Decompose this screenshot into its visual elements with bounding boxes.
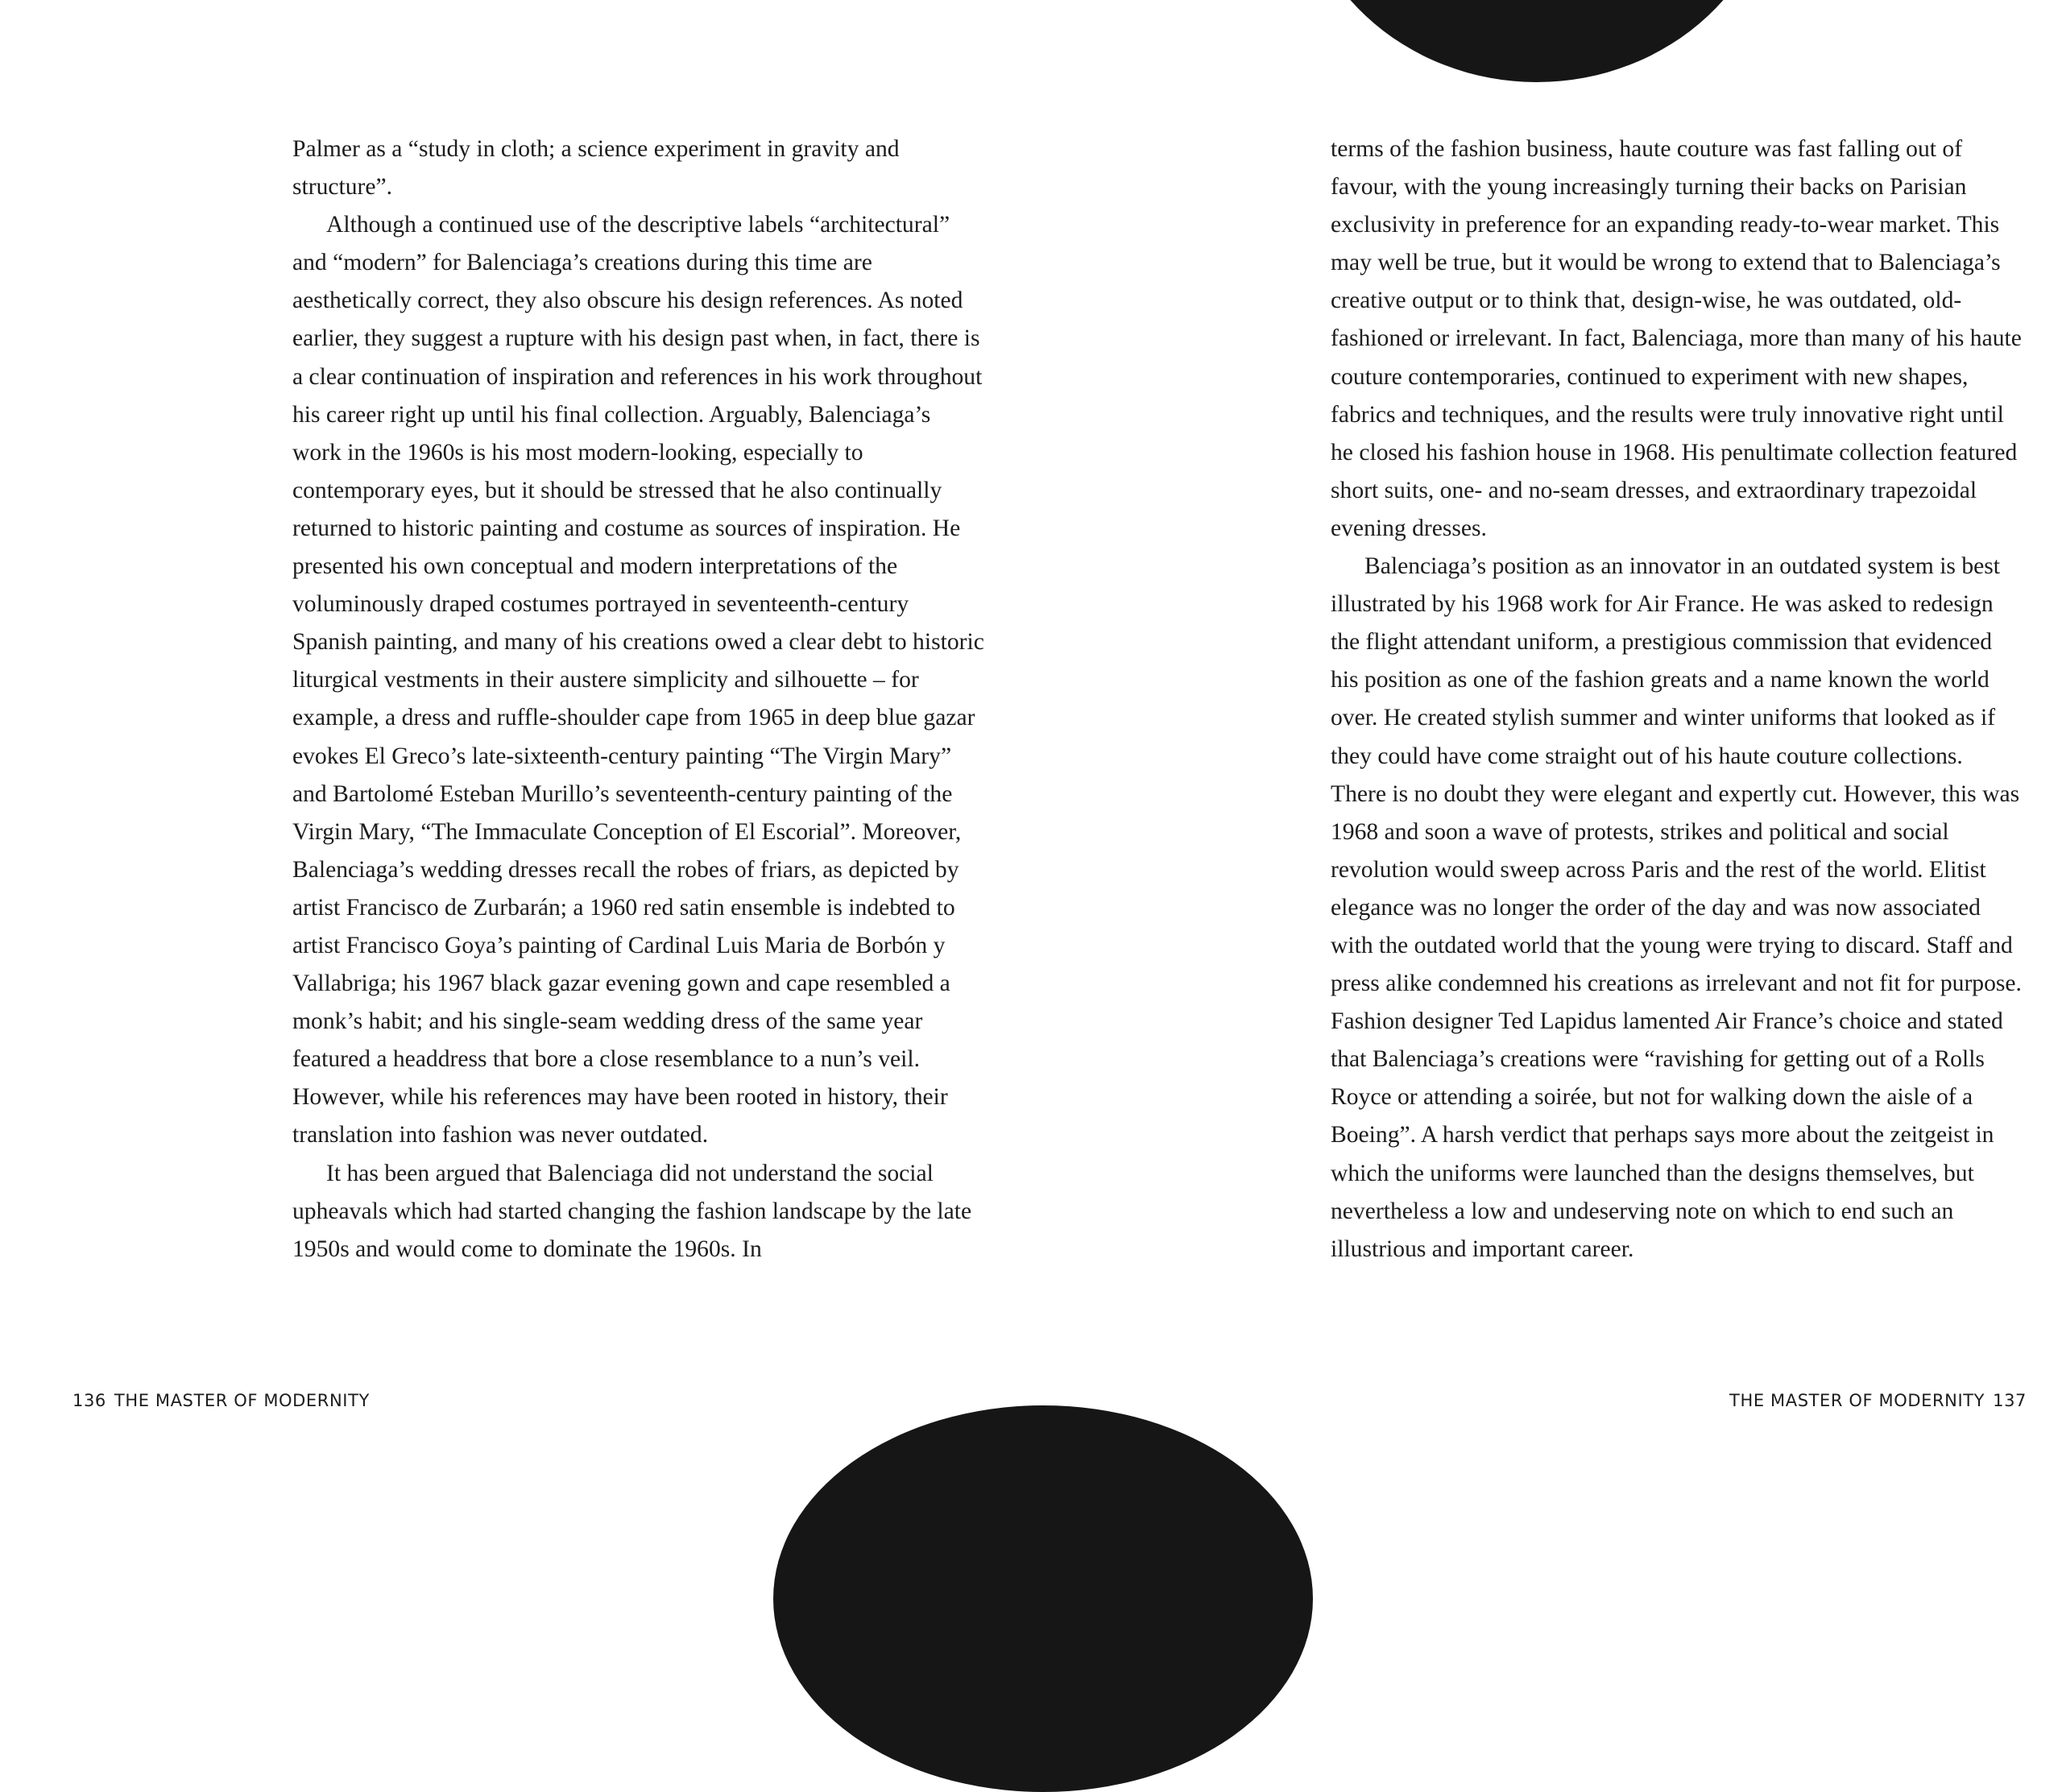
right-body-text bbox=[1331, 130, 2023, 1268]
left-paragraph-1: Palmer as a “study in cloth; a science experiment in gravity and structure”. bbox=[292, 136, 900, 201]
left-body-text bbox=[292, 130, 985, 1268]
right-folio bbox=[1729, 1391, 2027, 1410]
left-paragraph-3: It has been argued that Balenciaga did not understand the social upheavals which had started changing the fashion landscape by the late 1950s and would come to dominate the 1960s. In bbox=[292, 1160, 972, 1262]
right-page-number: 137 bbox=[1993, 1391, 2027, 1410]
left-paragraph-2: Although a continued use of the descriptive labels “architectural” and “modern” for Balenciaga’s creations during this time are aesthetically correct, they also obscure his design references. As noted earlier, they suggest a rupture with his design past when, in fact, there is a clear continuation of inspiration and references in his work throughout his career right up until his final collection. Arguably, Balenciaga’s work in the 1960s is his most modern-looking, especially to contemporary eyes, but it should be stressed that he also continually returned to historic painting and costume as sources of inspiration. He presented his own conceptual and modern interpretations of the voluminously draped costumes portrayed in seventeenth-century Spanish painting, and many of his creations owed a clear debt to historic liturgical vestments in their austere simplicity and silhouette – for example, a dress and ruffle-shoulder cape from 1965 in deep blue gazar evokes El Greco’s late-sixteenth-century painting “The Virgin Mary” and Bartolomé Esteban Murillo’s seventeenth-century painting of the Virgin Mary, “The Immaculate Conception of El Escorial”. Moreover, Balenciaga’s wedding dresses recall the robes of friars, as depicted by artist Francisco de Zurbarán; a 1960 red satin ensemble is indebted to artist Francisco Goya’s painting of Cardinal Luis Maria de Borbón y Vallabriga; his 1967 black gazar evening gown and cape resembled a monk’s habit; and his single-seam wedding dress of the same year featured a headdress that bore a close resemblance to a nun’s veil. However, while his references may have been rooted in history, their translation into fashion was never outdated. bbox=[292, 212, 984, 1148]
left-page-number: 136 bbox=[72, 1391, 106, 1410]
left-page bbox=[0, 0, 1031, 1484]
left-running-head: THE MASTER OF MODERNITY bbox=[114, 1391, 370, 1410]
left-folio bbox=[72, 1391, 370, 1410]
right-page bbox=[1031, 0, 2062, 1484]
right-paragraph-1: terms of the fashion business, haute couture was fast falling out of favour, with the young increasingly turning their backs on Parisian exclusivity in preference for an expanding ready-to-wear market. This may well be true, but it would be wrong to extend that to Balenciaga’s creative output or to think that, design-wise, he was outdated, old-fashioned or irrelevant. In fact, Balenciaga, more than many of his haute couture contemporaries, continued to experiment with new shapes, fabrics and techniques, and the results were truly innovative right until he closed his fashion house in 1968. His penultimate collection featured short suits, one- and no-seam dresses, and extraordinary trapezoidal evening dresses. bbox=[1331, 136, 2022, 541]
right-running-head: THE MASTER OF MODERNITY bbox=[1729, 1391, 1985, 1410]
right-paragraph-2: Balenciaga’s position as an innovator in an outdated system is best illustrated by his 1968 work for Air France. He was asked to redesign the flight attendant uniform, a prestigious commission that evidenced his position as one of the fashion greats and a name known the world over. He created stylish summer and winter uniforms that looked as if they could have come straight out of his haute couture collections. There is no doubt they were elegant and expertly cut. However, this was 1968 and soon a wave of protests, strikes and political and social revolution would sweep across Paris and the rest of the world. Elitist elegance was no longer the order of the day and was now associated with the outdated world that the young were trying to discard. Staff and press alike condemned his creations as irrelevant and not fit for purpose. Fashion designer Ted Lapidus lamented Air France’s choice and stated that Balenciaga’s creations were “ravishing for getting out of a Rolls Royce or attending a soirée, but not for walking down the aisle of a Boeing”. A harsh verdict that perhaps says more about the zeitgeist in which the uniforms were launched than the designs themselves, but nevertheless a low and undeserving note on which to end such an illustrious and important career. bbox=[1331, 553, 2022, 1262]
